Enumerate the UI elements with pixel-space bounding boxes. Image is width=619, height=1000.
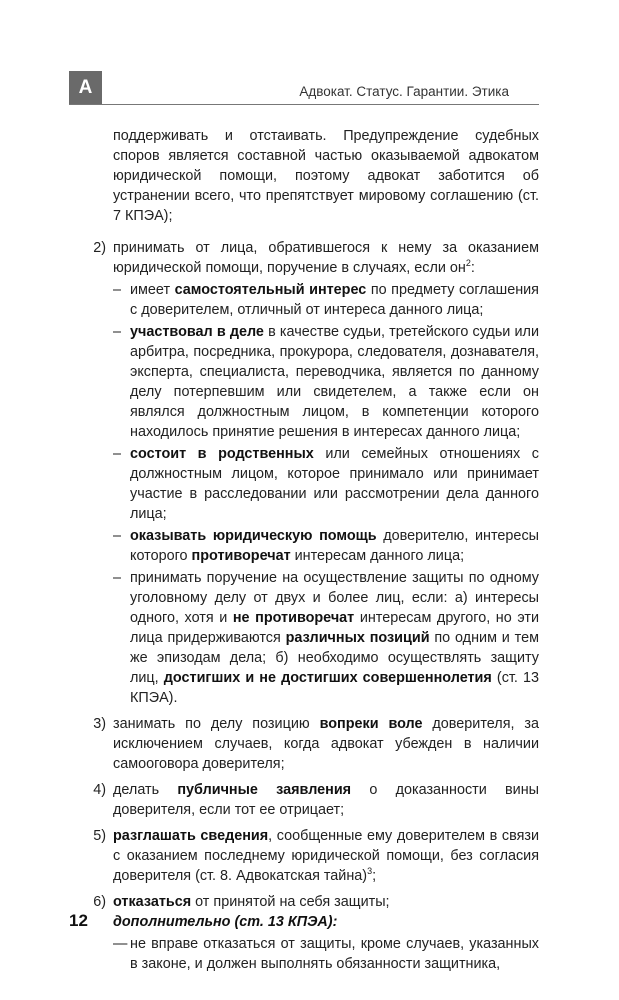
list-item-4: 4) делать публичные заявления о доказанности вины доверителя, если тот ее отрицает; [69,780,539,820]
dash-marker: – [113,528,122,544]
sub-item: – имеет самостоятельный интерес по предмету соглашения с доверителем, отличный от интереса данного лица; [113,282,539,318]
dash-marker: – [113,282,122,298]
section-tab [69,71,102,104]
dash-marker: — [113,936,128,952]
list-item-5: 5) разглашать сведения, сообщенные ему доверителем в связи с оказанием последнему юридической помощи, без согласия доверителя (ст. 8. Адвокатская тайна)$^3$; [69,826,539,886]
list-item-2 [69,238,539,708]
page-number: 12 [69,911,88,930]
sub-item: — не вправе отказаться от защиты, кроме случаев, указанных в законе, и должен выполнять обязанности защитника, [113,936,539,972]
item-number: 3) [93,716,106,732]
header-rule [69,104,539,105]
list-item-6: 6) отказаться от принятой на себя защиты; дополнительно (ст. 13 КПЭА): — не вправе отказаться от защиты, кроме случаев, указанных в законе, и должен выполнять обязанности защитника, [69,892,539,974]
dash-marker: – [113,324,122,340]
sub-item: – оказывать юридическую помощь доверителю, интересы которого противоречат интересам данного лица; [113,528,539,564]
continuation-paragraph: поддерживать и отстаивать. Предупреждение судебных споров является составной частью оказываемой адвокатом юридической помощи, поэтому адвокат заботится об устранении всего, что препятствует мировому соглашению (ст. 7 КПЭА); [113,128,539,224]
dash-marker: – [113,570,122,586]
sub-item: – принимать поручение на осуществление защиты по одному уголовному делу от двух и более лиц, если: а) интересы одного, хотя и не противоречат интересам другого, но эти лица придерживаются различных позиций по одним и тем же эпизодам дела; б) необходимо осуществлять защиту лиц, достигших и не достигших совершеннолетия (ст. 13 КПЭА). [113,570,539,706]
page-body [69,126,539,974]
footnote-ref: 2 [465,258,471,269]
item-number: 5) [93,828,106,844]
supplement-note: дополнительно (ст. 13 КПЭА): [113,914,338,930]
item-number: 4) [93,782,106,798]
running-head: Адвокат. Статус. Гарантии. Этика [299,84,509,99]
sub-item: – участвовал в деле в качестве судьи, третейского судьи или арбитра, посредника, прокурора, следователя, дознавателя, эксперта, специалиста, переводчика, является по данному делу потерпевшим или свидетелем, а также если он являлся должностным лицом, в компетенции которого находилось принятие решения в интересах данного лица; [113,324,539,440]
sub-item: – состоит в родственных или семейных отношениях с должностным лицом, которое принимало или принимает участие в расследовании или рассмотрении дела данного лица; [113,446,539,522]
item-body: принимать от лица, обратившегося к нему за оказанием юридической помощи, поручение в случаях, если $он^2$: – имеет самостоятельный интерес по предмету соглашения с доверителем, отличный от интереса данного лица; – участвовал в деле в качестве судьи, третейского судьи или арбитра, посредника, прокурора, следователя, дознавателя, эксперта, специалиста, переводчика, является по данному делу потерпевшим или свидетелем, а также если он являлся должностным лицом, в компетенции которого находилось принятие решения в интересах данного лица; – состоит в родственных или семейных отношениях с должностным лицом, которое принимало или принимает участие в расследовании или рассмотрении дела данного лица; – оказывать юридическую помощь доверителю, интересы которого противоречат интересам данного лица; – принимать поручение на осуществление защиты по одному уголовному делу от двух и более лиц, если: а) интересы одного, хотя и не противоречат интересам другого, но эти лица придерживаются различных позиций по одним и тем же эпизодам дела; б) необходимо осуществлять защиту лиц, достигших и не достигших совершеннолетия (ст. 13 КПЭА). [113,240,539,706]
dash-marker: – [113,446,122,462]
item-number: 6) [93,894,106,910]
item-number: 2) [93,240,106,256]
list-item-3: 3) занимать по делу позицию вопреки воле доверителя, за исключением случаев, когда адвокат убежден в наличии самооговора доверителя; [69,714,539,774]
footnote-ref: 3 [367,866,373,877]
section-letter: А [78,76,93,98]
